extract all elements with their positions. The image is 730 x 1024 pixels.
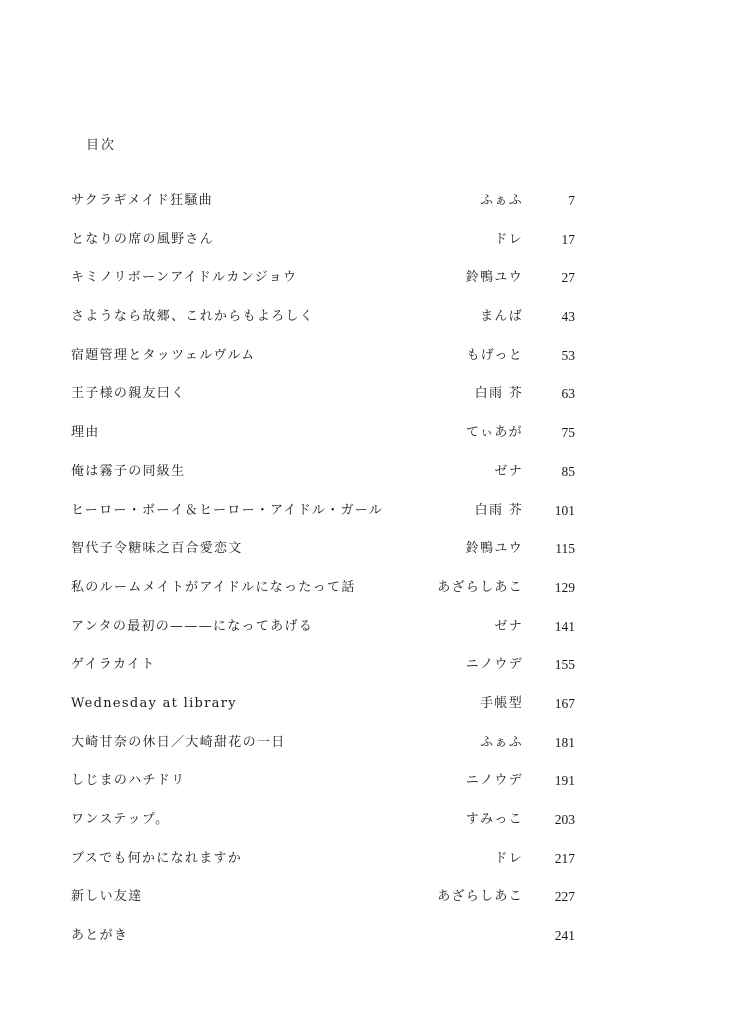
toc-entry-page: 155	[554, 657, 575, 673]
toc-list	[71, 186, 581, 960]
toc-entry-page: 53	[561, 347, 575, 363]
toc-entry-page: 43	[561, 309, 575, 325]
toc-entry-page: 141	[554, 618, 575, 634]
toc-entry-author: 白雨 芥	[474, 386, 523, 402]
toc-entry-title: 王子様の親友曰く	[71, 386, 186, 402]
toc-entry-page: 63	[561, 386, 575, 402]
toc-entry-author: ふぁふ	[480, 193, 523, 208]
toc-entry-author: ゼナ	[494, 618, 523, 634]
toc-entry	[71, 650, 581, 689]
toc-entry-title: さようなら故郷、これからもよろしく	[71, 309, 315, 325]
toc-entry-title: 私のルームメイトがアイドルになったって話	[71, 579, 356, 595]
toc-entry	[71, 882, 581, 921]
toc-entry	[71, 225, 581, 264]
toc-entry-page: 129	[554, 579, 575, 595]
toc-entry-page: 85	[561, 463, 575, 479]
toc-entry	[71, 766, 581, 805]
toc-entry	[71, 263, 581, 302]
toc-entry-page: 181	[554, 734, 575, 750]
toc-entry	[71, 805, 581, 844]
toc-entry-page: 75	[561, 425, 575, 441]
toc-entry-title: Wednesday at library	[71, 695, 237, 711]
toc-entry-page: 101	[554, 502, 575, 518]
toc-entry	[71, 612, 581, 651]
toc-entry-page: 241	[554, 928, 575, 944]
toc-entry	[71, 534, 581, 573]
toc-entry	[71, 379, 581, 418]
toc-entry-title: しじまのハチドリ	[71, 773, 186, 789]
toc-entry-author: 鈴鴨ユウ	[465, 270, 523, 286]
toc-entry-author: てぃあが	[466, 425, 523, 441]
toc-entry-title: ゲイラカイト	[71, 657, 156, 673]
toc-entry-title: ヒーロー・ボーイ＆ヒーロー・アイドル・ガール	[71, 502, 384, 518]
toc-entry	[71, 418, 581, 457]
toc-entry-title: となりの席の風野さん	[71, 231, 215, 247]
toc-entry-title: 俺は霧子の同級生	[71, 463, 186, 479]
toc-heading: 目次	[86, 138, 117, 153]
toc-entry-author: ゼナ	[494, 463, 523, 479]
toc-entry	[71, 573, 581, 612]
toc-entry	[71, 728, 581, 767]
toc-entry-author: すみっこ	[465, 812, 523, 827]
toc-entry-page: 203	[554, 812, 575, 827]
toc-entry-title: ワンステップ。	[71, 812, 170, 827]
toc-entry-title: 宿題管理とタッツェルヴルム	[71, 347, 256, 363]
toc-entry-page: 7	[568, 193, 575, 208]
toc-entry-page: 17	[561, 231, 575, 247]
toc-entry-author: あざらしあこ	[437, 579, 523, 595]
toc-entry-author: まんば	[480, 309, 523, 325]
toc-entry-author: ふぁふ	[480, 734, 523, 750]
toc-entry-title: ブスでも何かになれますか	[71, 850, 243, 866]
toc-entry-title: 新しい友達	[71, 889, 143, 905]
toc-entry-author: 鈴鴨ユウ	[465, 541, 523, 557]
toc-entry-author: ドレ	[494, 231, 523, 247]
toc-entry	[71, 496, 581, 535]
toc-entry-author: ニノウデ	[465, 657, 523, 673]
toc-entry	[71, 302, 581, 341]
toc-entry-author: あざらしあこ	[437, 889, 523, 905]
toc-entry-title: キミノリボーンアイドルカンジョウ	[71, 270, 298, 286]
toc-entry-author: 手帳型	[480, 695, 523, 711]
toc-entry-title: アンタの最初の———になってあげる	[71, 618, 314, 634]
toc-entry	[71, 844, 581, 883]
toc-entry	[71, 186, 581, 225]
toc-entry-page: 217	[554, 850, 575, 866]
toc-entry-page: 191	[554, 773, 575, 789]
toc-entry-author: 白雨 芥	[474, 502, 523, 518]
toc-entry-title: あとがき	[71, 928, 129, 944]
toc-entry	[71, 689, 581, 728]
toc-entry-title: 大崎甘奈の休日／大崎甜花の一日	[71, 734, 286, 750]
toc-entry-page: 115	[555, 541, 575, 557]
toc-entry-author: ドレ	[494, 850, 523, 866]
toc-entry-title: サクラギメイド狂騒曲	[71, 193, 213, 208]
toc-entry-page: 227	[554, 889, 575, 905]
toc-entry-title: 智代子令糖味之百合愛恋文	[71, 541, 243, 557]
toc-entry-page: 27	[561, 270, 575, 286]
toc-entry-author: ニノウデ	[465, 773, 523, 789]
toc-entry	[71, 921, 581, 960]
toc-entry-title: 理由	[71, 425, 100, 441]
toc-entry	[71, 341, 581, 380]
toc-entry-author: もげっと	[466, 347, 523, 363]
toc-entry-page: 167	[554, 695, 575, 711]
toc-entry	[71, 457, 581, 496]
